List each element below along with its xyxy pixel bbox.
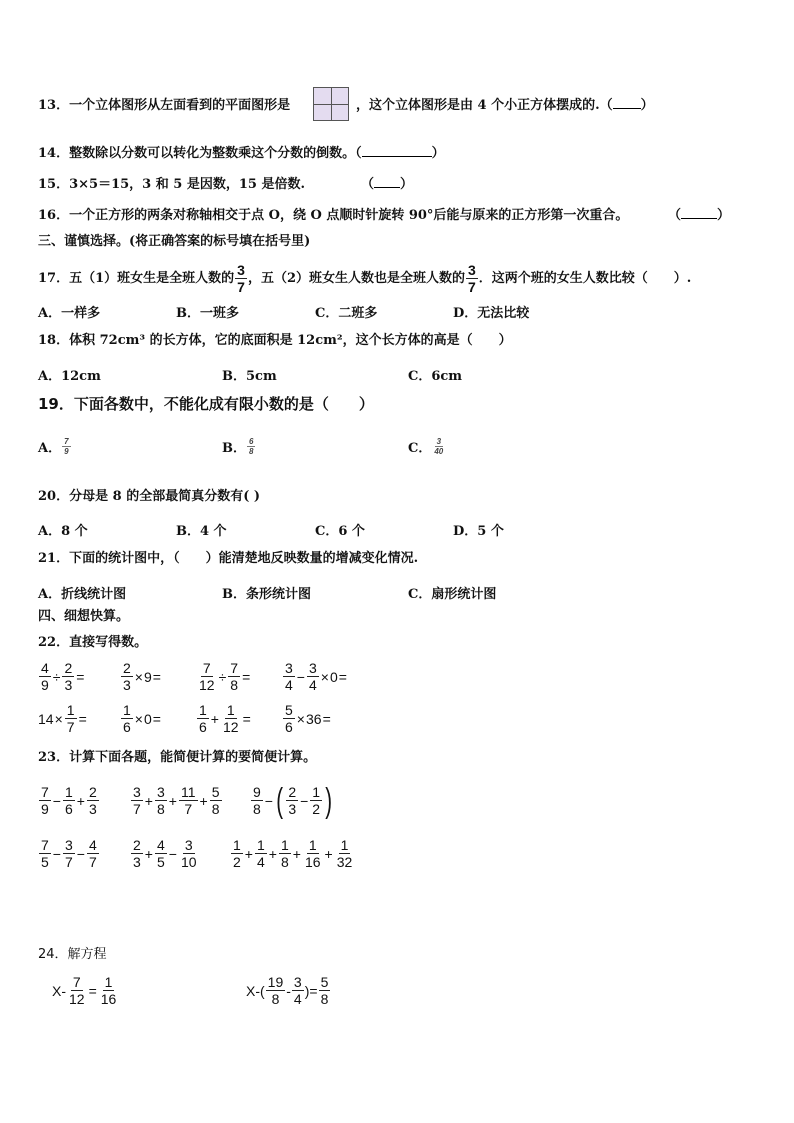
calc-item: $\frac{7}{9}$ − $\frac{1}{6}$ + $\frac{2}{3}$	[41, 784, 97, 817]
fraction: $\frac{7}{5}$	[41, 837, 49, 870]
q21-option-b[interactable]: B．条形统计图	[222, 587, 311, 602]
fraction: $\frac{1}{16}$	[304, 837, 321, 870]
fraction: $\frac{6}{8}$	[249, 437, 254, 456]
fraction: $\frac{2}{3}$	[123, 660, 131, 693]
section-4-heading: 四、细想快算。	[38, 609, 130, 624]
q20-option-b[interactable]: B．4 个	[176, 524, 227, 539]
q18-option-a[interactable]: A．12cm	[38, 369, 101, 384]
question-13-tail: ，这个立体图形是由 4 个小正方体摆成的.（ ）	[356, 98, 654, 113]
q21-option-c[interactable]: C．扇形统计图	[408, 587, 497, 602]
fraction: $\frac{5}{6}$	[285, 702, 293, 735]
answer-blank[interactable]	[681, 218, 717, 219]
fraction: $\frac{1}{6}$	[123, 702, 131, 735]
fraction: $\frac{1}{16}$	[100, 974, 117, 1007]
fraction: $\frac{7}{8}$	[230, 660, 239, 693]
calc-item: $\frac{5}{6}$ × 36 =	[285, 702, 331, 735]
answer-blank[interactable]	[362, 156, 432, 157]
fraction: $\frac{3}{10}$	[180, 837, 197, 870]
question-18: 18．体积 72cm³ 的长方体，它的底面积是 12cm²，这个长方体的高是（ ）	[38, 333, 512, 348]
fraction: $\frac{3}{4}$	[285, 660, 293, 693]
question-19: 19．下面各数中，不能化成有限小数的是（ ）	[38, 395, 374, 413]
fraction: $\frac{2}{3}$	[133, 837, 141, 870]
fraction: $\frac{3}{40}$	[434, 437, 444, 456]
fraction: $\frac{3}{7}$	[64, 837, 73, 870]
fraction: $\frac{7}{9}$	[64, 437, 69, 456]
answer-blank[interactable]	[374, 187, 400, 188]
fraction: $\frac{7}{9}$	[41, 784, 49, 817]
question-24: 24．解方程	[38, 947, 107, 962]
fraction: $\frac{1}{2}$	[312, 784, 321, 817]
fraction: $\frac{3}{4}$	[308, 660, 317, 693]
calc-item: $\frac{9}{8}$ − ( $\frac{2}{3}$ − $\frac{1}{2}$ )	[253, 781, 333, 820]
fraction: $\frac{1}{32}$	[336, 837, 353, 870]
calc-item: $\frac{2}{3}$ + $\frac{4}{5}$ − $\frac{3}{10}$	[133, 837, 197, 870]
question-21: 21．下面的统计图中，（ ）能清楚地反映数量的增减变化情况.	[38, 551, 419, 566]
calc-item: $\frac{1}{6}$ + $\frac{1}{12}$ =	[199, 702, 251, 735]
question-15-answer: （ ）	[361, 177, 414, 192]
q18-option-b[interactable]: B．5cm	[222, 369, 277, 384]
question-20: 20．分母是 8 的全部最简真分数有( )	[38, 489, 261, 504]
fraction: $\frac{2}{3}$	[64, 660, 73, 693]
question-14: 14．整数除以分数可以转化为整数乘这个分数的倒数。（ ）	[38, 146, 445, 161]
fraction: $\frac{3}{7}$	[467, 262, 476, 295]
question-16-answer: （ ）	[668, 208, 731, 223]
calc-item: $\frac{1}{6}$ × 0 =	[123, 702, 161, 735]
left-view-grid-icon	[313, 87, 349, 121]
fraction: $\frac{4}{5}$	[156, 837, 165, 870]
question-13	[38, 98, 290, 114]
equation-1: X- $\frac{7}{12}$ = $\frac{1}{16}$	[52, 974, 117, 1007]
equation-2: X-( $\frac{19}{8}$ - $\frac{3}{4}$ )= $\frac{5}{8}$	[246, 974, 329, 1007]
calc-item: $\frac{7}{12}$ ÷ $\frac{7}{8}$ =	[199, 660, 251, 693]
fraction: $\frac{4}{7}$	[88, 837, 97, 870]
fraction: $\frac{1}{4}$	[256, 837, 265, 870]
q20-option-c[interactable]: C．6 个	[315, 524, 365, 539]
q17-option-b[interactable]: B．一班多	[176, 306, 239, 321]
fraction: $\frac{2}{3}$	[88, 784, 97, 817]
fraction: $\frac{11}{7}$	[180, 784, 196, 817]
q20-option-d[interactable]: D．5 个	[453, 524, 504, 539]
fraction: $\frac{5}{8}$	[320, 974, 329, 1007]
calc-item: $\frac{3}{7}$ + $\frac{3}{8}$ + $\frac{11}{7}$ + $\frac{5}{8}$	[133, 784, 220, 817]
fraction: $\frac{3}{7}$	[133, 784, 141, 817]
fraction: $\frac{1}{6}$	[199, 702, 207, 735]
fraction: $\frac{1}{8}$	[280, 837, 289, 870]
fraction: $\frac{4}{9}$	[41, 660, 49, 693]
answer-blank[interactable]	[613, 108, 641, 109]
fraction: $\frac{1}{2}$	[233, 837, 241, 870]
calc-item: $\frac{2}{3}$ × 9 =	[123, 660, 161, 693]
fraction: $\frac{7}{12}$	[69, 974, 85, 1007]
q19-option-c[interactable]: C． $\frac{3}{40}$	[408, 437, 444, 456]
q13-text-b: ，这个立体图形是由 4 个小正方体摆成的.（	[356, 98, 613, 113]
calc-item: $\frac{1}{2}$ + $\frac{1}{4}$ + $\frac{1}{8}$ + $\frac{1}{16}$ + $\frac{1}{32}$	[233, 837, 353, 870]
q17-option-c[interactable]: C．二班多	[315, 306, 378, 321]
fraction: $\frac{2}{3}$	[288, 784, 297, 817]
fraction: $\frac{1}{6}$	[64, 784, 73, 817]
question-17: 17．五（1）班女生是全班人数的 $\frac{3}{7}$ ，五（2）班女生人数也是全班人数的 $\frac{3}{7}$ ．这两个班的女生人数比较（ ）.	[38, 262, 692, 295]
fraction: $\frac{3}{4}$	[293, 974, 302, 1007]
fraction: $\frac{1}{7}$	[66, 702, 75, 735]
q19-option-a[interactable]: A． $\frac{7}{9}$	[38, 437, 69, 456]
fraction: $\frac{19}{8}$	[267, 974, 284, 1007]
calc-item: $\frac{7}{5}$ − $\frac{3}{7}$ − $\frac{4}{7}$	[41, 837, 97, 870]
fraction: $\frac{3}{7}$	[237, 262, 245, 295]
fraction: $\frac{7}{12}$	[199, 660, 215, 693]
q18-option-c[interactable]: C．6cm	[408, 369, 463, 384]
calc-item: $\frac{4}{9}$ ÷ $\frac{2}{3}$ =	[41, 660, 85, 693]
q19-option-b[interactable]: B． $\frac{6}{8}$	[222, 437, 254, 456]
fraction: $\frac{3}{8}$	[156, 784, 165, 817]
q21-option-a[interactable]: A．折线统计图	[38, 587, 127, 602]
fraction: $\frac{1}{12}$	[222, 702, 239, 735]
question-23: 23．计算下面各题，能简便计算的要简便计算。	[38, 750, 317, 765]
calc-item: $\frac{3}{4}$ − $\frac{3}{4}$ × 0 =	[285, 660, 347, 693]
question-15: 15．3×5＝15，3 和 5 是因数，15 是倍数.	[38, 177, 305, 192]
section-3-heading: 三、谨慎选择。(将正确答案的标号填在括号里)	[38, 234, 311, 249]
q17-option-a[interactable]: A．一样多	[38, 306, 101, 321]
q20-option-a[interactable]: A．8 个	[38, 524, 88, 539]
question-22: 22．直接写得数。	[38, 635, 148, 650]
q13-text: 13．一个立体图形从左面看到的平面图形是	[38, 98, 291, 113]
q17-option-d[interactable]: D．无法比较	[453, 306, 530, 321]
question-16: 16．一个正方形的两条对称轴相交于点 O，绕 O 点顺时针旋转 90°后能与原来的正方形第一次重合。	[38, 208, 629, 223]
fraction: $\frac{9}{8}$	[253, 784, 261, 817]
fraction: $\frac{5}{8}$	[211, 784, 220, 817]
calc-item: 14 × $\frac{1}{7}$ =	[38, 702, 87, 735]
